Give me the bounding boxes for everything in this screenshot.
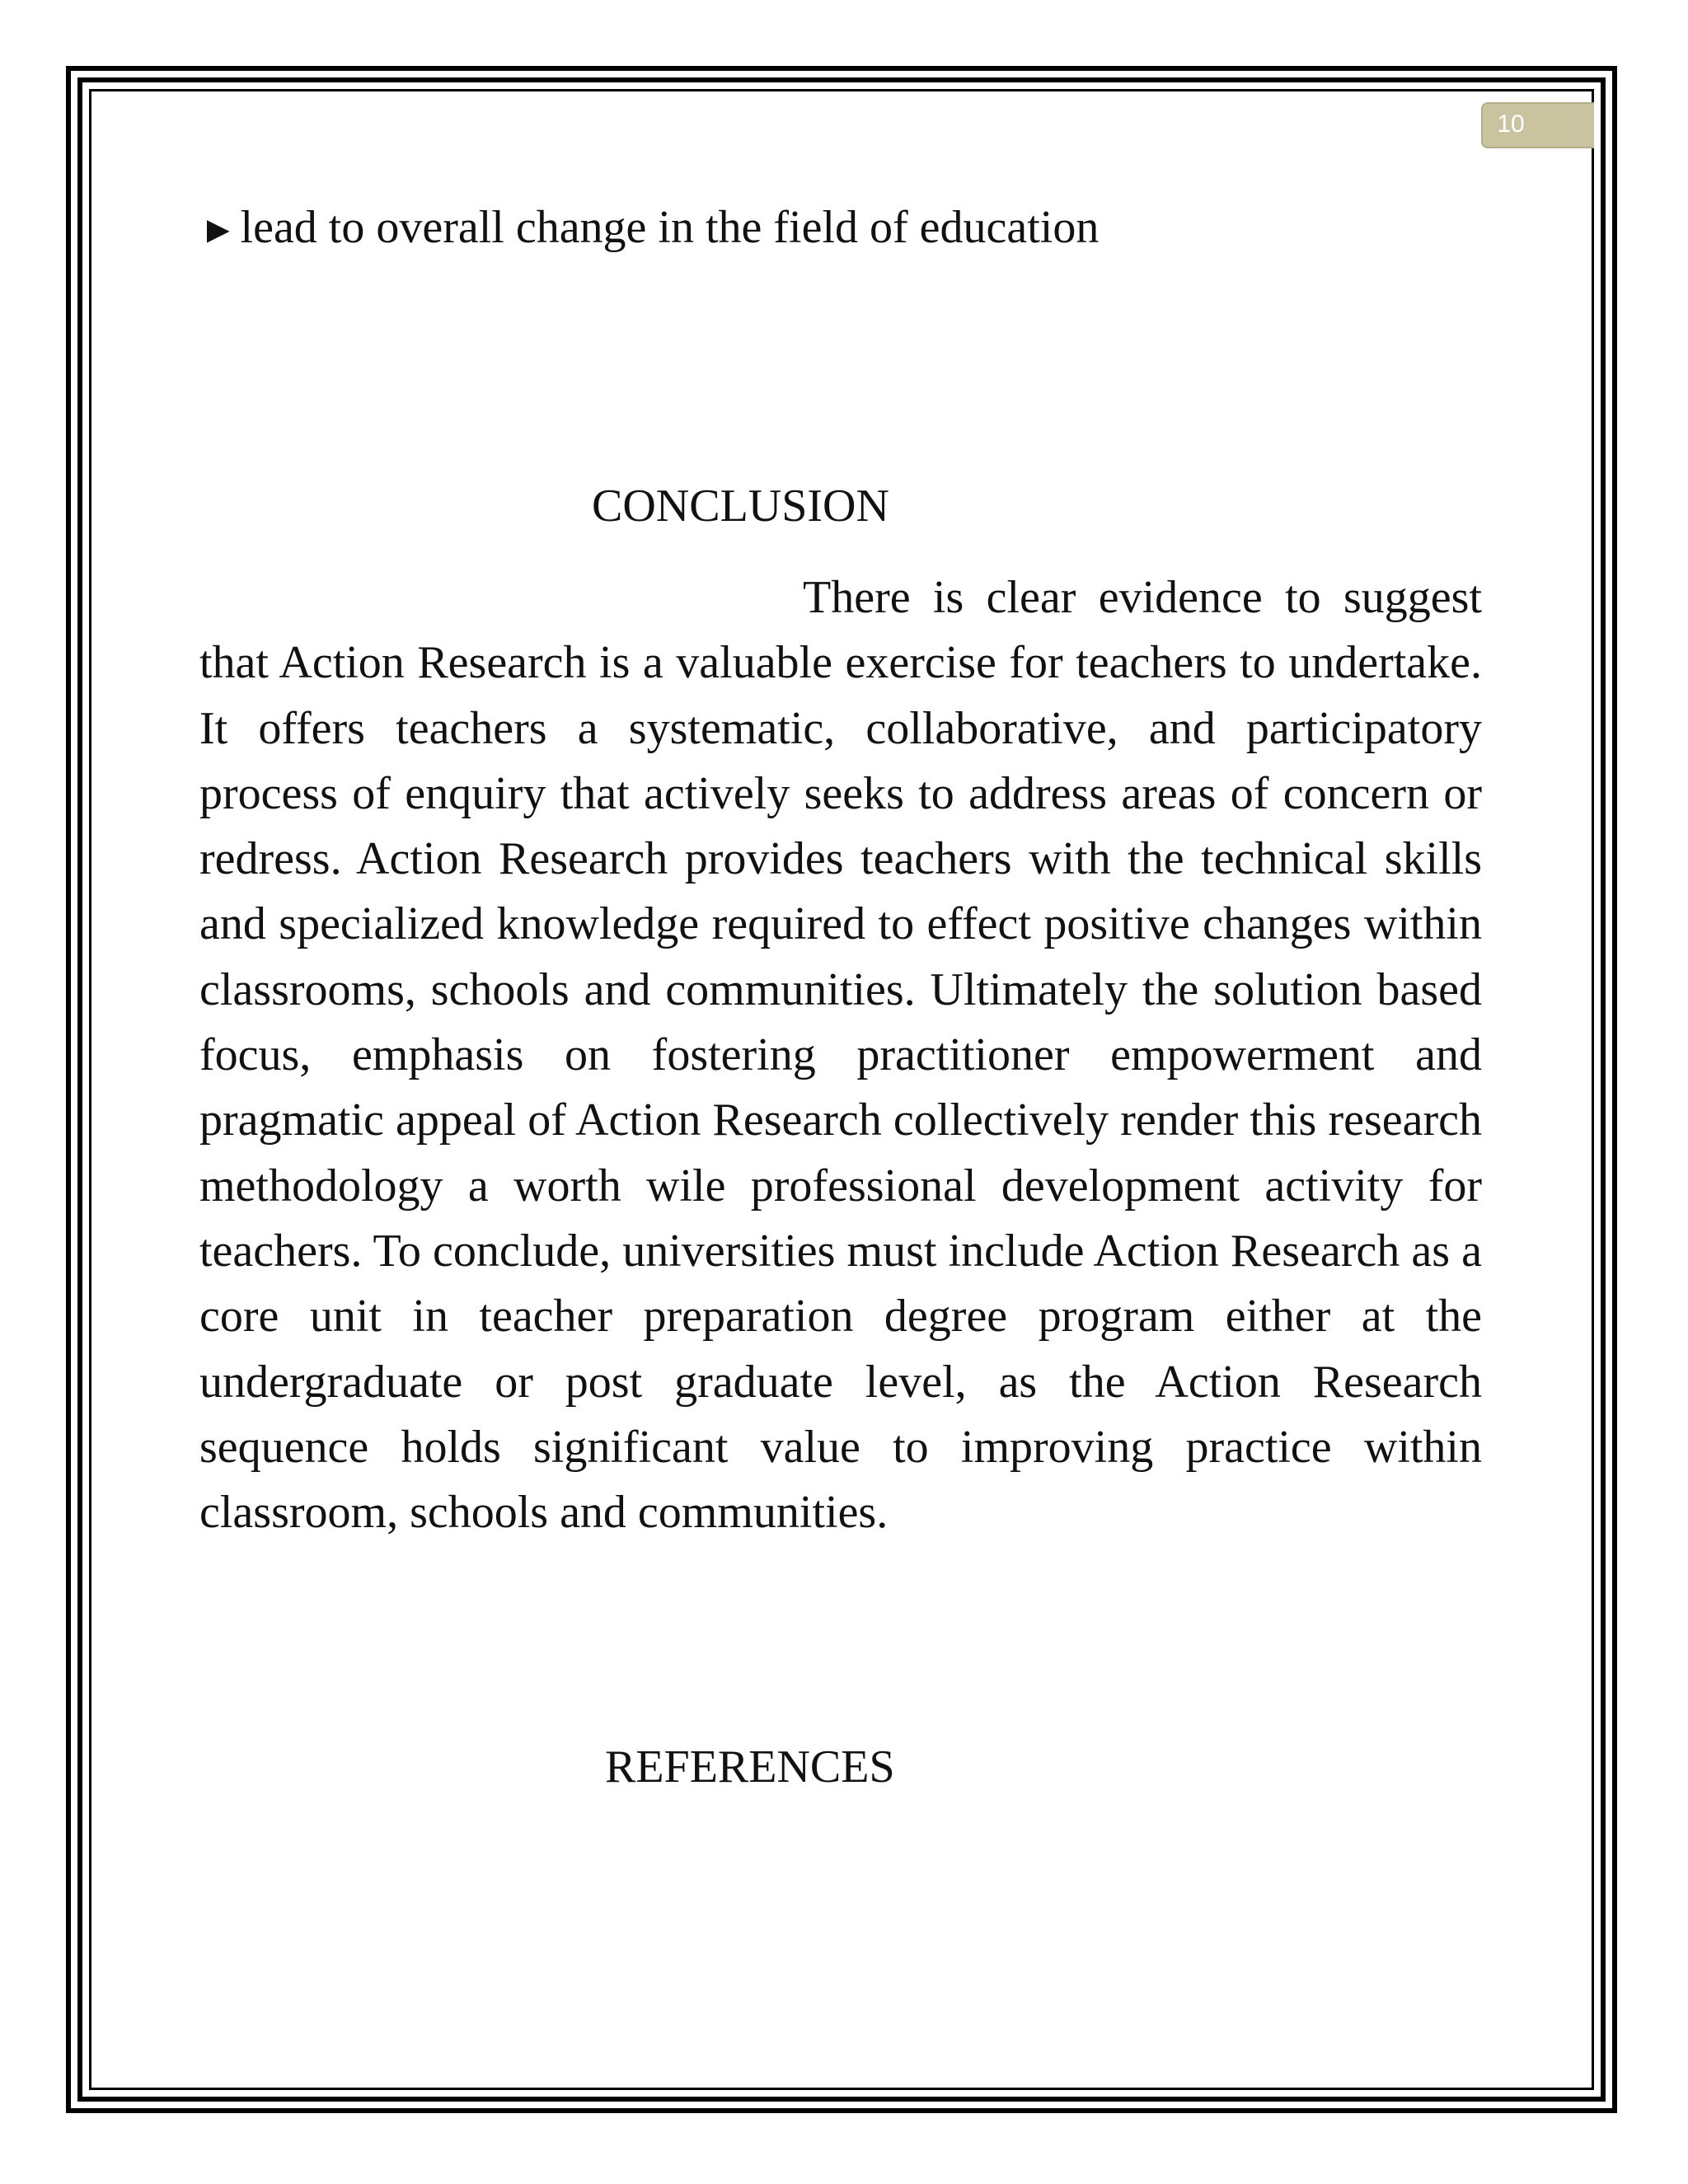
conclusion-heading: CONCLUSION xyxy=(592,480,889,532)
references-heading: REFERENCES xyxy=(605,1741,895,1793)
bullet-arrow-icon: ► xyxy=(199,209,237,251)
bullet-item xyxy=(199,196,1485,261)
page-number: 10 xyxy=(1497,110,1525,138)
conclusion-paragraph: There is clear evidence to suggest that Action Research is a valuable exercise for teachers to undertake. It offers teachers a systematic, collaborative, and participatory process of enquiry that actively seeks to address areas of concern or redress. Action Research provides teachers with the technical skills and specialized knowledge required to effect positive changes within classrooms, schools and communities. Ultimately the solution based focus, emphasis on fostering practitioner empowerment and pragmatic appeal of Action Research collectively render this research methodology a worth wile professional development activity for teachers. To conclude, universities must include Action Research as a core unit in teacher preparation degree program either at the undergraduate or post graduate level, as the Action Research sequence holds significant value to improving practice within classroom, schools and communities. xyxy=(199,572,1482,1539)
bullet-text: lead to overall change in the field of education xyxy=(240,202,1100,253)
